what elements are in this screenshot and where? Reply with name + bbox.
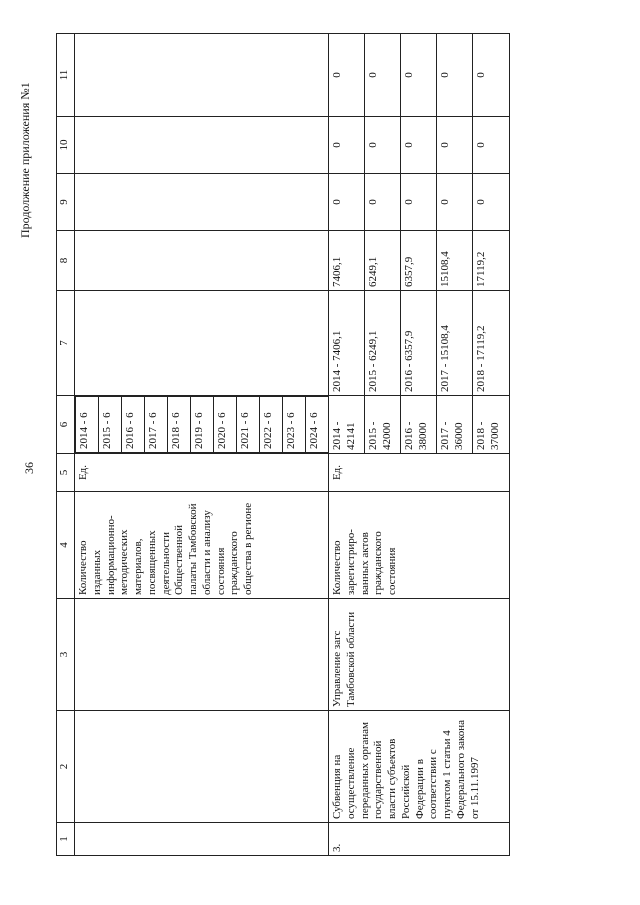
header-cell: 5: [57, 454, 75, 492]
col8-cell: 7406,1 6249,1 6357,9 15108,4 17119,2: [329, 231, 510, 291]
unit-cell: Ед.: [329, 454, 510, 492]
header-cell: 8: [57, 231, 75, 291]
appendix-label: Продолжение приложения №1: [18, 82, 32, 238]
table-row: [75, 34, 329, 856]
header-cell: 10: [57, 117, 75, 174]
finance-by-year-cell: 2014 - 7406,1 2015 - 6249,1 2016 - 6357,9 2017 - 15108,4 2018 - 17119,2: [329, 291, 510, 396]
header-cell: 2: [57, 711, 75, 823]
year-values-cell: 2014 - 6 2015 - 6 2016 - 6 2017 - 6 2018 - 6 2019 - 6 2020 - 6 2021 - 6 2022 - 6 2023 - 6 2024 - 6: [75, 396, 329, 454]
page-number: 36: [22, 462, 36, 474]
rotated-table-sheet: [56, 34, 588, 856]
col11-cell: 0 0 0 0 0: [329, 34, 510, 117]
indicator-name: Количество зарегистриро-ванных актов гражданского состояния: [329, 492, 510, 599]
unit-cell: Ед.: [75, 454, 329, 492]
header-cell: 1: [57, 823, 75, 856]
data-table: [56, 33, 510, 856]
table-row: [329, 34, 510, 856]
header-cell: 11: [57, 34, 75, 117]
col10-cell: 0 0 0 0 0: [329, 117, 510, 174]
row-number: 3.: [329, 823, 510, 856]
year-values-cell: 2014 - 42141 2015 - 42000 2016 - 38000 2017 - 36000 2018 - 37000: [329, 396, 510, 454]
indicator-name: Количество изданных информационно-методических материалов, посвященных деятельности Общественной палаты Тамбовской области и анализу состояния гражданского общества в регионе: [75, 492, 329, 599]
header-cell: 4: [57, 492, 75, 599]
header-cell: 9: [57, 174, 75, 231]
col9-cell: 0 0 0 0 0: [329, 174, 510, 231]
header-cell: 7: [57, 291, 75, 396]
responsible-body: Управление загс Тамбовской области: [329, 599, 510, 711]
header-cell: 6: [57, 396, 75, 454]
header-row: [57, 34, 75, 856]
header-cell: 3: [57, 599, 75, 711]
measure-name: Субвенция на осуществление переданных органам государственной власти субъектов Российской Федерации в соответствии с пунктом 1 статьи 4 Федерального закона от 15.11.1997: [329, 711, 510, 823]
